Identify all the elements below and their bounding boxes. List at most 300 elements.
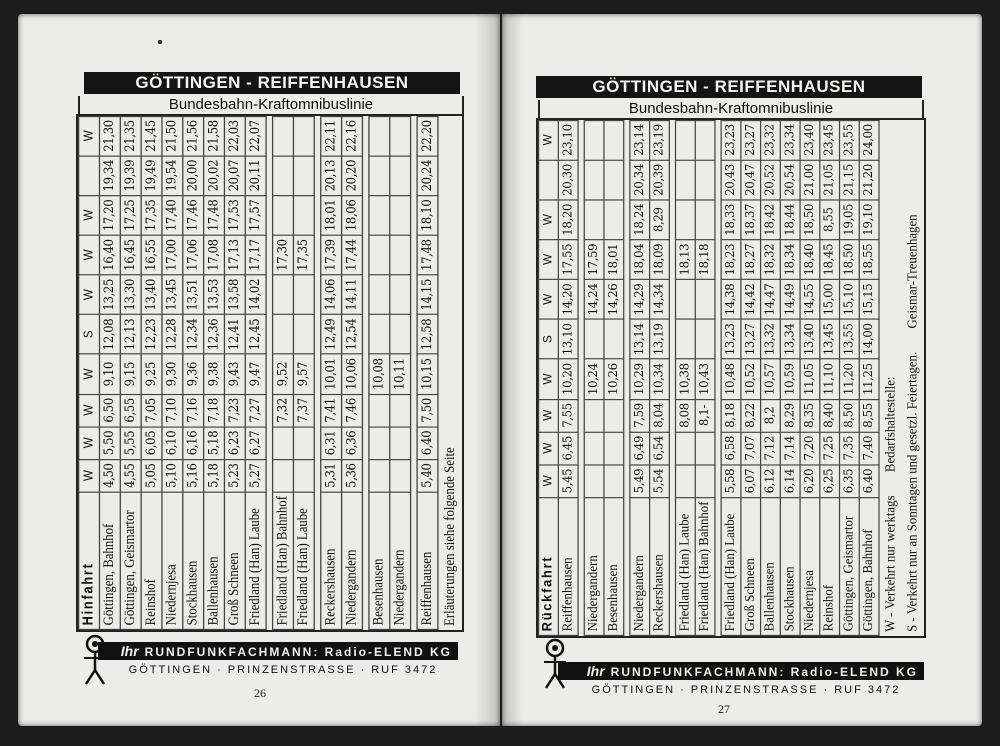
right-departure-time [584,160,604,200]
left-departure-time: 5,05 [141,459,162,492]
right-departure-time: 15,00 [820,280,840,320]
left-service-code: W [79,354,100,394]
left-stop-name: Niedergandern [390,492,411,629]
right-stop-name: Niedergandern [584,497,604,635]
right-departure-time: 7,25 [820,432,840,465]
left-table-row [99,116,120,629]
right-stop-name: Stockhausen [780,497,800,635]
right-service-code [539,160,559,200]
right-departure-time: 6,20 [800,465,820,498]
right-departure-time: 20,34 [630,160,650,200]
right-direction-label: Rückfahrt [539,497,559,635]
left-departure-time: 4,55 [120,459,141,492]
right-departure-time [676,465,696,498]
left-departure-time [390,235,411,275]
left-service-code [79,156,100,196]
right-departure-time: 20,43 [721,160,741,200]
right-departure-time: 18,18 [695,240,715,280]
left-departure-time: 7,18 [204,394,225,427]
right-departure-time [695,280,715,320]
right-footnote-row [902,120,924,635]
right-departure-time: 8,29 [650,200,670,240]
left-page-title: GÖTTINGEN - REIFFENHAUSEN [84,72,460,94]
left-departure-time: 12,36 [204,315,225,355]
right-departure-time: 11,10 [820,359,840,399]
left-advert-brand: Ihr [120,643,139,659]
left-departure-time: 14,06 [321,275,342,315]
left-departure-time: 9,36 [183,354,204,394]
left-departure-time: 20,07 [224,156,245,196]
right-departure-time: 8,55 [820,200,840,240]
left-departure-time [293,315,314,355]
right-departure-time: 18,34 [780,240,800,280]
right-departure-time: 14,29 [630,280,650,320]
right-request-stop-label: Bedarfshaltestelle: [882,376,898,473]
right-departure-time: 6,12 [761,465,781,498]
right-departure-time: 13,14 [630,319,650,359]
left-departure-time: 14,15 [417,275,438,315]
right-departure-time: 14,34 [650,280,670,320]
left-table-row [321,116,342,629]
left-departure-time: 6,16 [183,427,204,460]
left-departure-time: 13,58 [224,275,245,315]
left-departure-time: 17,35 [141,195,162,235]
left-departure-time: 7,46 [342,394,363,427]
right-departure-time: 23,23 [721,120,741,160]
left-departure-time: 17,57 [245,195,266,235]
right-departure-time: 23,27 [741,120,761,160]
right-stop-name: Niedernjesa [800,497,820,635]
right-departure-time: 8,35 [800,399,820,432]
left-departure-time: 17,53 [224,195,245,235]
right-table-row [761,120,781,635]
right-departure-time: 8,1- [695,399,715,432]
right-departure-time: 6,45 [558,432,578,465]
left-departure-time: 10,01 [321,354,342,394]
right-departure-time: 8,08 [676,399,696,432]
left-departure-time: 7,23 [224,394,245,427]
left-departure-time: 13,30 [120,275,141,315]
left-advert-text: RUNDFUNKFACHMANN: Radio-ELEND KG [144,645,452,659]
right-departure-time: 7,40 [859,432,879,465]
right-departure-time: 14,00 [859,319,879,359]
right-timetable [536,118,926,638]
right-departure-time: 18,32 [761,240,781,280]
left-departure-time [369,156,390,196]
right-departure-time [676,160,696,200]
left-departure-time: 17,46 [183,195,204,235]
left-departure-time: 17,30 [273,235,294,275]
left-departure-time: 21,56 [183,116,204,156]
right-departure-time: 23,45 [820,120,840,160]
left-departure-time [369,427,390,460]
left-departure-time: 9,30 [162,354,183,394]
ink-dot [158,40,162,44]
right-stop-name: Reckershausen [650,497,670,635]
left-departure-time [390,459,411,492]
left-departure-time: 20,24 [417,156,438,196]
right-departure-time: 11,05 [800,359,820,399]
left-departure-time: 12,28 [162,315,183,355]
left-departure-time: 17,13 [224,235,245,275]
right-stop-name: Besenhausen [604,497,624,635]
left-departure-time: 7,41 [321,394,342,427]
left-departure-time: 13,45 [162,275,183,315]
left-departure-time: 5,27 [245,459,266,492]
left-stop-name: Friedland (Han) Bahnhof [273,492,294,629]
left-departure-time [390,116,411,156]
right-departure-time: 18,40 [800,240,820,280]
right-departure-time [695,200,715,240]
left-service-code: W [79,427,100,460]
right-departure-time: 10,48 [721,359,741,399]
right-departure-time: 18,20 [558,200,578,240]
left-page-number: 26 [254,686,266,700]
right-departure-time: 10,26 [604,359,624,399]
left-table-row [162,116,183,629]
right-departure-time: 18,50 [800,200,820,240]
right-departure-time: 6,07 [741,465,761,498]
right-table-row [558,120,578,635]
left-departure-time [293,275,314,315]
left-stop-name: Reinshof [141,492,162,629]
right-departure-time: 10,43 [695,359,715,399]
left-service-code: W [79,195,100,235]
left-departure-time: 12,23 [141,315,162,355]
left-page-subtitle: Bundesbahn-Kraftomnibuslinie [78,96,464,114]
left-departure-time [273,116,294,156]
right-departure-time: 8,50 [840,399,860,432]
right-departure-time: 19,05 [840,200,860,240]
left-stop-name: Ballenhausen [204,492,225,629]
left-departure-time: 9,15 [120,354,141,394]
left-departure-time: 17,20 [99,195,120,235]
left-table-row [183,116,204,629]
left-departure-time: 14,11 [342,275,363,315]
left-service-code: W [79,235,100,275]
right-stop-name: Friedland (Han) Bahnhof [695,497,715,635]
left-departure-time: 17,48 [417,235,438,275]
right-advert-address: GÖTTINGEN · PRINZENSTRASSE · RUF 3472 [591,684,901,696]
left-departure-time: 5,31 [321,459,342,492]
left-departure-time: 6,55 [120,394,141,427]
right-page [502,14,982,726]
left-departure-time [293,116,314,156]
left-departure-time: 9,57 [293,354,314,394]
left-departure-time: 16,40 [99,235,120,275]
right-departure-time: 8,22 [741,399,761,432]
left-departure-time: 17,08 [204,235,225,275]
left-departure-time: 19,54 [162,156,183,196]
right-departure-time: 15,15 [859,280,879,320]
left-departure-time: 20,11 [245,156,266,196]
left-departure-time: 9,38 [204,354,225,394]
left-advert-banner [98,642,458,660]
left-departure-time: 7,37 [293,394,314,427]
left-departure-time: 5,23 [224,459,245,492]
right-departure-time: 20,39 [650,160,670,200]
right-stop-name: Reiffenhausen [558,497,578,635]
left-departure-time: 5,18 [204,459,225,492]
right-departure-time [584,319,604,359]
left-departure-time [390,156,411,196]
right-stop-name: Ballenhausen [761,497,781,635]
left-departure-time: 6,05 [141,427,162,460]
left-departure-time: 9,25 [141,354,162,394]
right-departure-time: 20,47 [741,160,761,200]
right-departure-time: 18,50 [840,240,860,280]
left-departure-time: 7,32 [273,394,294,427]
left-departure-time [293,427,314,460]
right-service-code: W [539,280,559,320]
right-service-code: W [539,120,559,160]
left-departure-time: 18,10 [417,195,438,235]
right-departure-time: 8,04 [650,399,670,432]
right-table-row [584,120,604,635]
left-departure-time: 19,49 [141,156,162,196]
left-table-row [120,116,141,629]
right-departure-time: 23,19 [650,120,670,160]
left-departure-time: 5,16 [183,459,204,492]
left-departure-time [273,459,294,492]
right-departure-time: 14,38 [721,280,741,320]
left-departure-time: 12,08 [99,315,120,355]
left-departure-time: 5,50 [99,427,120,460]
left-departure-time: 20,20 [342,156,363,196]
right-departure-time [604,120,624,160]
left-stop-name: Reiffenhausen [417,492,438,629]
right-departure-time: 21,15 [840,160,860,200]
right-page-title: GÖTTINGEN - REIFFENHAUSEN [536,76,922,98]
right-departure-time: 7,12 [761,432,781,465]
left-departure-time [390,427,411,460]
right-request-stop-name: Geismar-Treuenhagen [904,214,920,329]
right-departure-time: 10,34 [650,359,670,399]
left-timetable-grid [78,116,462,630]
right-departure-time: 18,13 [676,240,696,280]
right-departure-time: 7,07 [741,432,761,465]
left-departure-time: 22,07 [245,116,266,156]
left-departure-time: 5,10 [162,459,183,492]
right-advert-banner [558,662,924,680]
left-table-row [224,116,245,629]
right-departure-time: 11,20 [840,359,860,399]
right-table-row [650,120,670,635]
left-stop-name: Göttingen, Geismartor [120,492,141,629]
left-stop-name: Besenhausen [369,492,390,629]
right-departure-time [695,120,715,160]
left-departure-time: 22,16 [342,116,363,156]
right-legend-w: W - Verkehrt nur werktagsBedarfshaltestelle: [882,376,898,632]
right-service-code: S [539,319,559,359]
right-departure-time: 23,40 [800,120,820,160]
left-departure-time [369,459,390,492]
left-departure-time: 17,25 [120,195,141,235]
right-departure-time: 10,24 [584,359,604,399]
left-departure-time: 5,55 [120,427,141,460]
left-departure-time: 17,39 [321,235,342,275]
right-departure-time: 10,57 [761,359,781,399]
right-stop-name: Göttingen, Geismartor [840,497,860,635]
left-timetable-rotated [78,116,462,630]
right-departure-time: 13,19 [650,319,670,359]
right-departure-time: 21,00 [800,160,820,200]
left-direction-label: Hinfahrt [79,492,100,629]
left-departure-time: 22,20 [417,116,438,156]
left-departure-time: 19,39 [120,156,141,196]
right-departure-time: 18,27 [741,240,761,280]
left-departure-time: 20,13 [321,156,342,196]
right-departure-time: 18,33 [721,200,741,240]
right-departure-time: 20,30 [558,160,578,200]
right-departure-time [584,200,604,240]
right-departure-time: 5,58 [721,465,741,498]
left-departure-time: 12,13 [120,315,141,355]
left-departure-time: 12,58 [417,315,438,355]
left-departure-time: 13,40 [141,275,162,315]
left-departure-time: 20,02 [204,156,225,196]
left-departure-time [273,195,294,235]
left-page [18,14,500,726]
left-stop-name: Groß Schneen [224,492,245,629]
right-departure-time [604,200,624,240]
right-departure-time: 23,32 [761,120,781,160]
left-departure-time: 6,27 [245,427,266,460]
right-departure-time: 5,49 [630,465,650,498]
left-departure-time: 12,49 [321,315,342,355]
left-departure-time: 6,40 [417,427,438,460]
left-departure-time: 10,11 [390,354,411,394]
right-departure-time [676,200,696,240]
left-departure-time [273,427,294,460]
left-departure-time: 16,45 [120,235,141,275]
left-departure-time: 21,30 [99,116,120,156]
right-departure-time: 8,55 [859,399,879,432]
left-departure-time: 10,06 [342,354,363,394]
right-table-row [676,120,696,635]
right-departure-time: 20,54 [780,160,800,200]
left-stop-name: Niedergandern [342,492,363,629]
left-departure-time: 18,06 [342,195,363,235]
right-page-subtitle: Bundesbahn-Kraftomnibuslinie [538,100,924,118]
left-service-code: W [79,459,100,492]
right-stop-name: Groß Schneen [741,497,761,635]
left-table-row [141,116,162,629]
right-departure-time: 14,49 [780,280,800,320]
right-departure-time [584,120,604,160]
right-stop-name: Friedland (Han) Laube [721,497,741,635]
right-departure-time: 18,23 [721,240,741,280]
right-table-row [630,120,650,635]
right-departure-time: 19,10 [859,200,879,240]
right-departure-time [604,319,624,359]
right-departure-time [695,319,715,359]
right-departure-time: 13,34 [780,319,800,359]
right-departure-time [676,432,696,465]
right-footnote-row [879,120,902,635]
right-service-code: W [539,240,559,280]
left-departure-time [390,394,411,427]
right-departure-time: 13,27 [741,319,761,359]
right-departure-time: 18,42 [761,200,781,240]
left-departure-time: 4,50 [99,459,120,492]
left-departure-time: 19,34 [99,156,120,196]
right-departure-time: 18,45 [820,240,840,280]
left-departure-time: 7,05 [141,394,162,427]
right-departure-time [676,319,696,359]
left-departure-time: 7,50 [417,394,438,427]
left-table-row [342,116,363,629]
left-footnote: Erläuterungen siehe folgende Seite [441,447,458,626]
right-departure-time: 23,55 [840,120,860,160]
right-departure-time [604,465,624,498]
left-departure-time [273,315,294,355]
left-header-row [79,116,100,629]
left-departure-time: 10,08 [369,354,390,394]
right-departure-time: 5,54 [650,465,670,498]
right-departure-time: 15,10 [840,280,860,320]
left-departure-time: 12,34 [183,315,204,355]
left-departure-time [369,235,390,275]
left-departure-time: 7,10 [162,394,183,427]
left-departure-time: 6,10 [162,427,183,460]
right-service-code: W [539,399,559,432]
right-departure-time: 6,58 [721,432,741,465]
left-service-code: W [79,275,100,315]
left-departure-time: 9,47 [245,354,266,394]
left-departure-time: 12,41 [224,315,245,355]
right-header-row [539,120,559,635]
left-stop-name: Stockhausen [183,492,204,629]
right-departure-time [604,432,624,465]
right-service-code: W [539,432,559,465]
right-service-code: W [539,359,559,399]
right-table-row [780,120,800,635]
right-departure-time: 20,52 [761,160,781,200]
right-departure-time: 18,55 [859,240,879,280]
left-timetable [76,114,464,632]
left-departure-time: 9,52 [273,354,294,394]
left-table-row [293,116,314,629]
right-departure-time: 8,2 [761,399,781,432]
left-table-row [417,116,438,629]
left-departure-time [369,315,390,355]
right-departure-time [695,160,715,200]
left-departure-time: 5,40 [417,459,438,492]
left-stop-name: Göttingen, Bahnhof [99,492,120,629]
left-departure-time: 6,36 [342,427,363,460]
left-departure-time: 6,23 [224,427,245,460]
right-stop-name: Friedland (Han) Laube [676,497,696,635]
right-timetable-rotated [538,120,924,636]
right-departure-time: 7,55 [558,399,578,432]
left-departure-time: 12,54 [342,315,363,355]
left-departure-time: 18,01 [321,195,342,235]
right-advert-text: RUNDFUNKFACHMANN: Radio-ELEND KG [610,665,918,679]
left-departure-time [369,116,390,156]
left-departure-time: 6,31 [321,427,342,460]
right-departure-time: 6,25 [820,465,840,498]
right-service-code: W [539,200,559,240]
right-advert-brand: Ihr [586,663,605,679]
right-table-row [721,120,741,635]
left-departure-time: 5,18 [204,427,225,460]
right-departure-time: 18,09 [650,240,670,280]
right-departure-time: 14,42 [741,280,761,320]
left-departure-time: 22,03 [224,116,245,156]
left-departure-time: 13,51 [183,275,204,315]
right-departure-time: 18,37 [741,200,761,240]
